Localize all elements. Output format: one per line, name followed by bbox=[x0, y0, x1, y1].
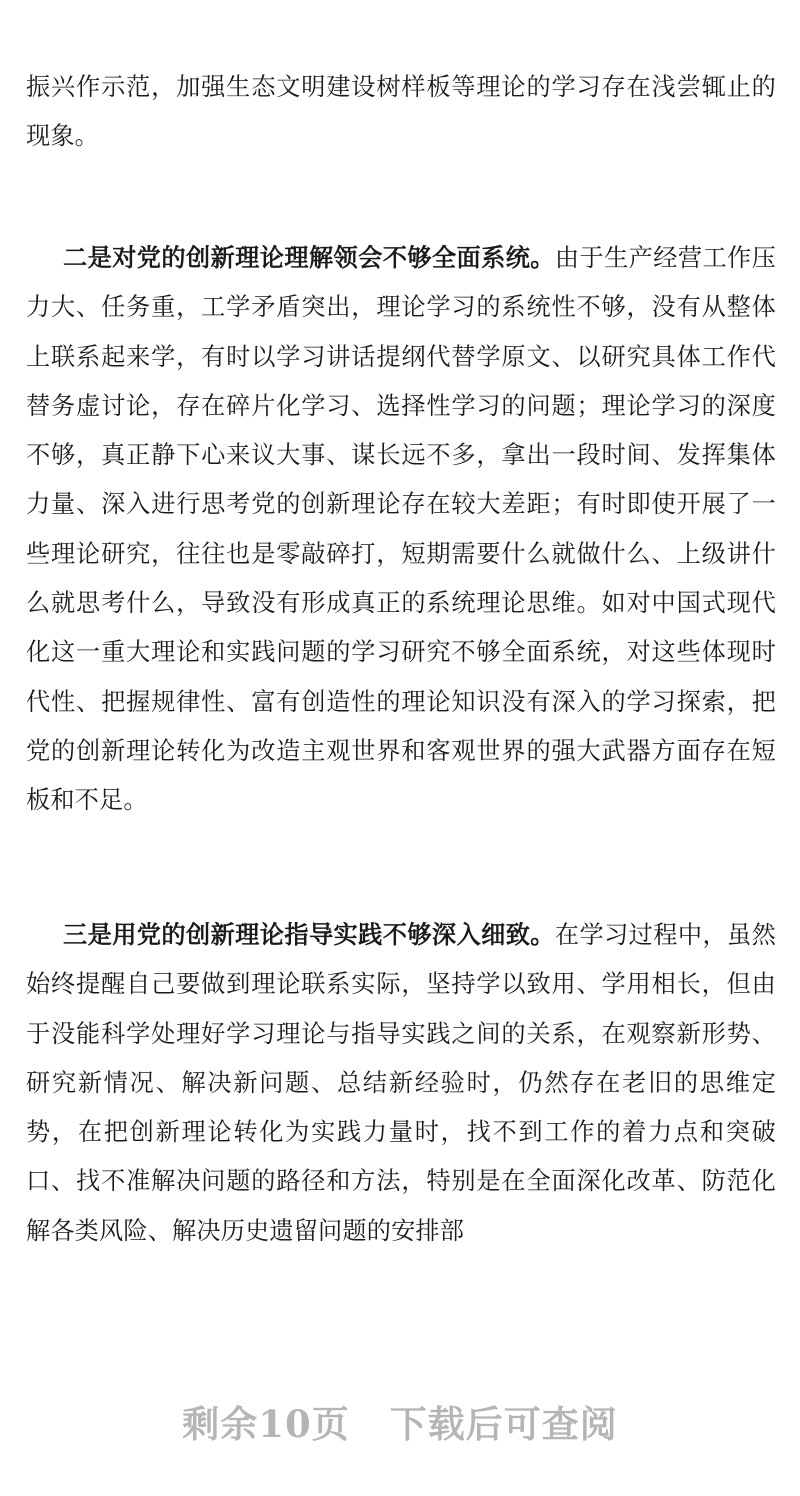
download-prompt[interactable] bbox=[0, 1394, 800, 1448]
paragraph-point-three bbox=[26, 911, 776, 1256]
download-to-view-label[interactable]: 下载后可查阅 bbox=[389, 1402, 618, 1446]
paragraph-continued: 振兴作示范，加强生态文明建设树样板等理论的学习存在浅尝辄止的现象。 bbox=[26, 73, 776, 151]
paragraph-body: 由于生产经营工作压力大、任务重，工学矛盾突出，理论学习的系统性不够，没有从整体上联系起来学，有时以学习讲话提纲代替学原文、以研究具体工作代替务虚讨论，存在碎片化学习、选择性学习的问题；理论学习的深度不够，真正静下心来议大事、谋长远不多，拿出一段时间、发挥集体力量、深入进行思考党的创新理论存在较大差距；有时即使开展了一些理论研究，往往也是零敲碎打，短期需要什么就做什么、上级讲什么就思考什么，导致没有形成真正的系统理论思维。如对中国式现代化这一重大理论和实践问题的学习研究不够全面系统，对这些体现时代性、把握规律性、富有创造性的理论知识没有深入的学习探索，把党的创新理论转化为改造主观世界和客观世界的强大武器方面存在短板和不足。 bbox=[26, 244, 776, 815]
paragraph-heading: 三是用党的创新理论指导实践不够深入细致。 bbox=[63, 921, 555, 949]
remaining-pages-label: 剩余10页 bbox=[182, 1402, 350, 1446]
paragraph-body: 在学习过程中，虽然始终提醒自己要做到理论联系实际，坚持学以致用、学用相长，但由于没能科学处理好学习理论与指导实践之间的关系，在观察新形势、研究新情况、解决新问题、总结新经验时，仍然存在老旧的思维定势，在把创新理论转化为实践力量时，找不到工作的着力点和突破口、找不准解决问题的路径和方法，特别是在全面深化改革、防范化解各类风险、解决历史遗留问题的安排部 bbox=[26, 921, 776, 1245]
paragraph-heading: 二是对党的创新理论理解领会不够全面系统。 bbox=[63, 244, 555, 272]
paragraph-point-two bbox=[26, 234, 776, 826]
